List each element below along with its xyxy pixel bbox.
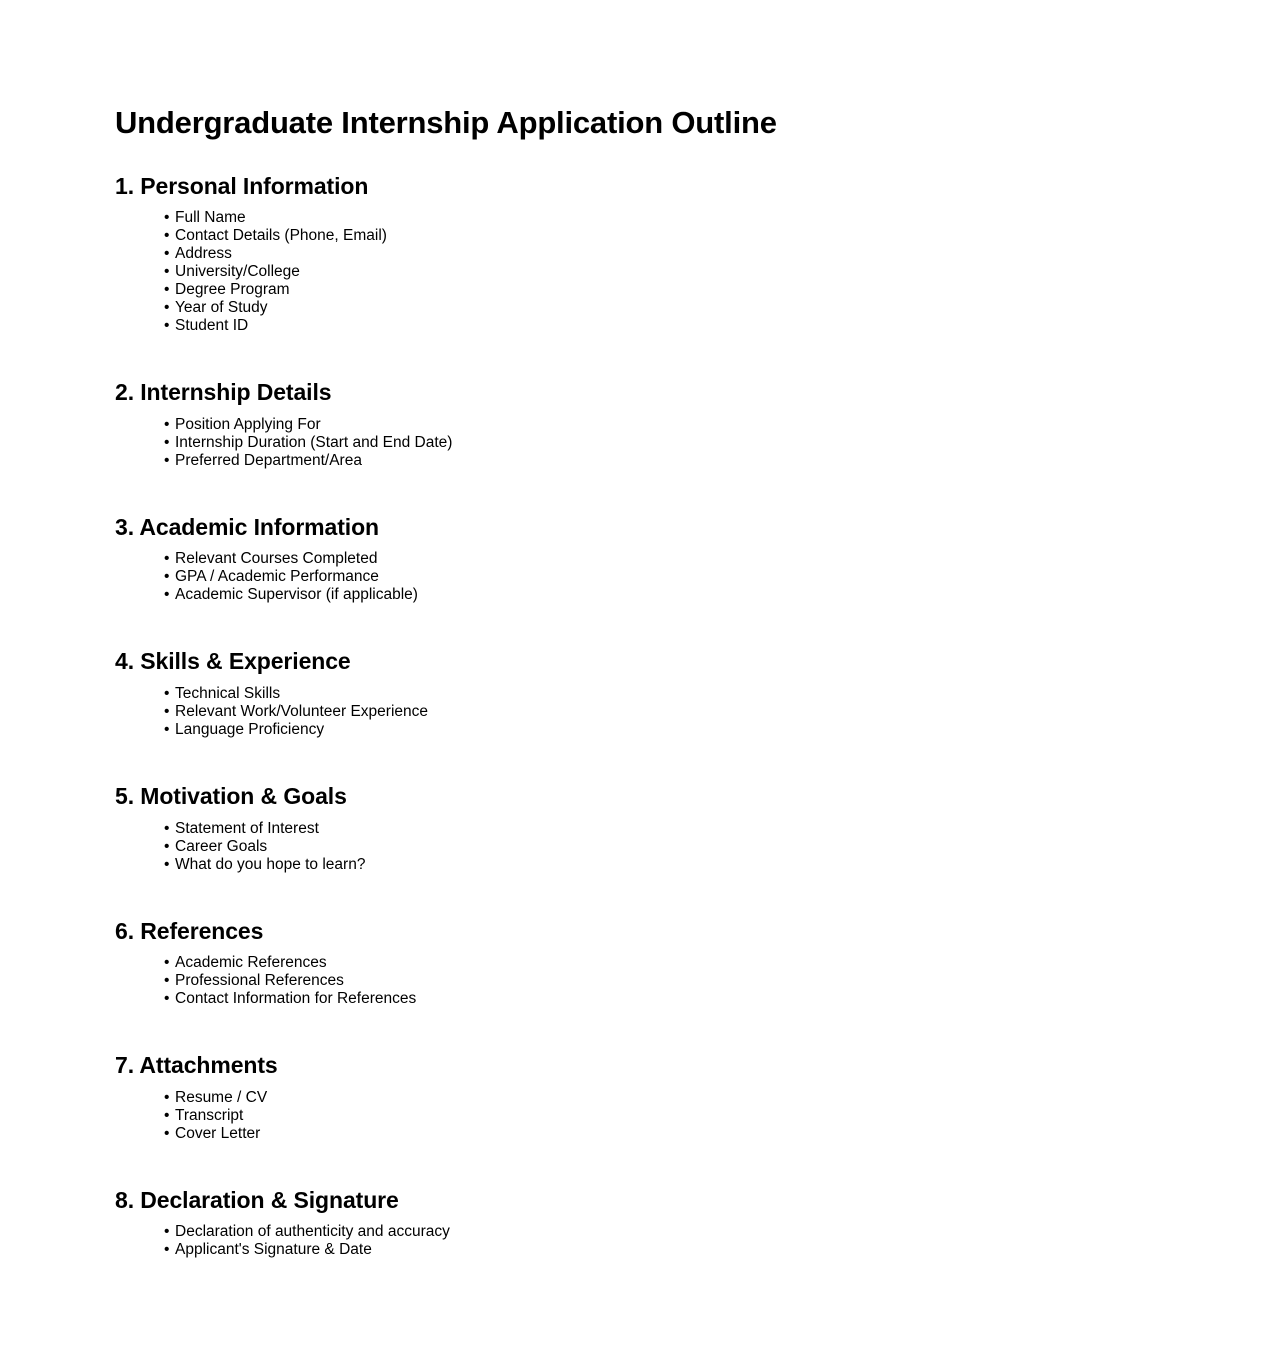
list-item <box>115 568 1165 586</box>
list-item-label: Full Name <box>175 209 246 227</box>
bullet-icon: • <box>164 227 170 245</box>
bullet-icon: • <box>164 317 170 335</box>
section-personal-information <box>115 173 1165 336</box>
list-item-label: Contact Details (Phone, Email) <box>175 227 387 245</box>
section-motivation-goals <box>115 783 1165 874</box>
list-item-label: Academic References <box>175 954 327 972</box>
list-item-label: Student ID <box>175 317 249 335</box>
list-item <box>115 1107 1165 1125</box>
bullet-icon: • <box>164 1124 170 1142</box>
section-attachments <box>115 1052 1165 1143</box>
list-item <box>115 227 1165 245</box>
list-item <box>115 1223 1165 1241</box>
section-heading: 8. Declaration & Signature <box>115 1186 399 1213</box>
list-item-label: Applicant's Signature & Date <box>175 1241 372 1259</box>
bullet-icon: • <box>164 1088 170 1106</box>
bullet-icon: • <box>164 415 170 433</box>
list-item <box>115 434 1165 452</box>
list-item <box>115 703 1165 721</box>
page-title: Undergraduate Internship Application Outline <box>115 105 777 140</box>
section-bullet-list <box>115 820 1165 874</box>
list-item-label: Declaration of authenticity and accuracy <box>175 1223 450 1241</box>
list-item <box>115 209 1165 227</box>
bullet-icon: • <box>164 720 170 738</box>
bullet-icon: • <box>164 299 170 317</box>
list-item-label: Career Goals <box>175 837 268 855</box>
list-item <box>115 954 1165 972</box>
list-item-label: Internship Duration (Start and End Date) <box>175 433 453 451</box>
list-item-label: University/College <box>175 263 300 281</box>
list-item-label: What do you hope to learn? <box>175 855 366 873</box>
list-item-label: Resume / CV <box>175 1088 268 1106</box>
list-item <box>115 317 1165 335</box>
bullet-icon: • <box>164 433 170 451</box>
bullet-icon: • <box>164 1106 170 1124</box>
bullet-icon: • <box>164 702 170 720</box>
bullet-icon: • <box>164 972 170 990</box>
list-item <box>115 1241 1165 1259</box>
list-item-label: Technical Skills <box>175 684 281 702</box>
list-item <box>115 1089 1165 1107</box>
section-bullet-list <box>115 209 1165 335</box>
bullet-icon: • <box>164 586 170 604</box>
bullet-icon: • <box>164 1223 170 1241</box>
list-item <box>115 856 1165 874</box>
list-item-label: Year of Study <box>175 299 268 317</box>
bullet-icon: • <box>164 451 170 469</box>
list-item <box>115 586 1165 604</box>
list-item-label: GPA / Academic Performance <box>175 568 379 586</box>
section-bullet-list <box>115 550 1165 604</box>
list-item-label: Relevant Courses Completed <box>175 550 378 568</box>
list-item-label: Cover Letter <box>175 1124 261 1142</box>
list-item <box>115 281 1165 299</box>
section-bullet-list <box>115 416 1165 470</box>
list-item <box>115 685 1165 703</box>
list-item <box>115 972 1165 990</box>
section-heading: 3. Academic Information <box>115 513 379 540</box>
bullet-icon: • <box>164 1241 170 1259</box>
section-heading: 2. Internship Details <box>115 379 332 406</box>
list-item-label: Academic Supervisor (if applicable) <box>175 586 418 604</box>
list-item-label: Contact Information for References <box>175 990 417 1008</box>
bullet-icon: • <box>164 954 170 972</box>
list-item-label: Professional References <box>175 972 344 990</box>
list-item-label: Preferred Department/Area <box>175 451 362 469</box>
bullet-icon: • <box>164 568 170 586</box>
section-bullet-list <box>115 954 1165 1008</box>
list-item-label: Language Proficiency <box>175 720 325 738</box>
bullet-icon: • <box>164 263 170 281</box>
bullet-icon: • <box>164 684 170 702</box>
list-item <box>115 820 1165 838</box>
bullet-icon: • <box>164 281 170 299</box>
section-skills-experience <box>115 648 1165 739</box>
list-item <box>115 299 1165 317</box>
document-body <box>115 105 1165 1259</box>
list-item-label: Relevant Work/Volunteer Experience <box>175 702 429 720</box>
bullet-icon: • <box>164 855 170 873</box>
section-heading: 1. Personal Information <box>115 172 369 199</box>
list-item <box>115 721 1165 739</box>
bullet-icon: • <box>164 245 170 263</box>
list-item <box>115 452 1165 470</box>
section-academic-information <box>115 514 1165 605</box>
list-item <box>115 416 1165 434</box>
bullet-icon: • <box>164 550 170 568</box>
section-bullet-list <box>115 1089 1165 1143</box>
section-bullet-list <box>115 1223 1165 1259</box>
section-declaration-signature <box>115 1187 1165 1260</box>
list-item <box>115 245 1165 263</box>
list-item-label: Statement of Interest <box>175 819 319 837</box>
section-heading: 7. Attachments <box>115 1052 278 1079</box>
list-item <box>115 1125 1165 1143</box>
list-item-label: Position Applying For <box>175 415 321 433</box>
list-item-label: Address <box>175 245 232 263</box>
section-heading: 4. Skills & Experience <box>115 648 351 675</box>
list-item-label: Transcript <box>175 1106 244 1124</box>
section-bullet-list <box>115 685 1165 739</box>
bullet-icon: • <box>164 990 170 1008</box>
section-references <box>115 918 1165 1009</box>
list-item <box>115 550 1165 568</box>
list-item <box>115 263 1165 281</box>
list-item-label: Degree Program <box>175 281 290 299</box>
section-internship-details <box>115 379 1165 470</box>
section-heading: 6. References <box>115 917 264 944</box>
bullet-icon: • <box>164 819 170 837</box>
list-item <box>115 838 1165 856</box>
list-item <box>115 990 1165 1008</box>
bullet-icon: • <box>164 209 170 227</box>
bullet-icon: • <box>164 837 170 855</box>
section-heading: 5. Motivation & Goals <box>115 782 347 809</box>
